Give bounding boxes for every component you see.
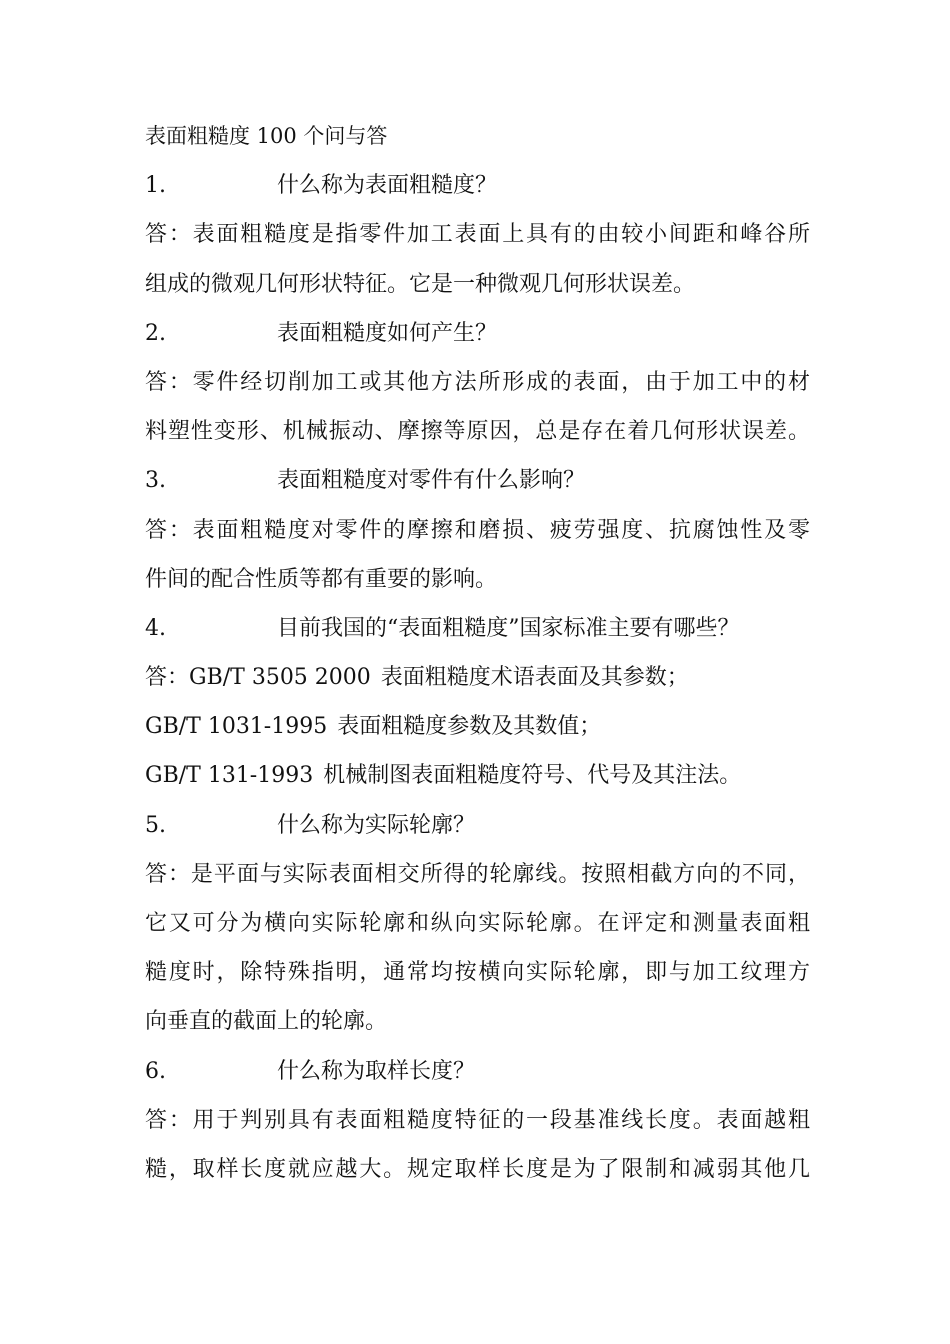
answer-line: 答：用于判别具有表面粗糙度特征的一段基准线长度。表面越粗 xyxy=(145,1107,810,1133)
answer-line: 向垂直的截面上的轮廓。 xyxy=(145,1009,388,1035)
question-number: 3. xyxy=(145,468,166,494)
standard-line xyxy=(145,702,810,751)
question-text: 什么称为实际轮廓？ xyxy=(277,812,476,838)
question-text: 表面粗糙度如何产生？ xyxy=(277,320,498,346)
answer-line: 料塑性变形、机械振动、摩擦等原因，总是存在着几何形状误差。 xyxy=(145,419,810,445)
question-text: 什么称为表面粗糙度？ xyxy=(277,173,498,199)
question-3 xyxy=(145,456,810,505)
standard-code: GB/T 131-1993 xyxy=(145,763,314,789)
question-number: 1. xyxy=(145,173,166,199)
answer-line: 件间的配合性质等都有重要的影响。 xyxy=(145,566,498,592)
answer-line: 答：零件经切削加工或其他方法所形成的表面，由于加工中的材 xyxy=(145,369,810,395)
standard-text: 表面粗糙度参数及其数值； xyxy=(337,714,602,740)
document-page xyxy=(145,112,810,1194)
standard-code: 答：GB/T 3505 2000 xyxy=(145,665,371,691)
question-6 xyxy=(145,1047,810,1096)
question-4 xyxy=(145,604,810,653)
question-text: 目前我国的“表面粗糙度”国家标准主要有哪些？ xyxy=(277,615,740,641)
standard-line xyxy=(145,751,810,800)
answer-line: 答：表面粗糙度是指零件加工表面上具有的由较小间距和峰谷所 xyxy=(145,222,810,248)
question-text: 什么称为取样长度？ xyxy=(277,1058,476,1084)
standard-line xyxy=(145,653,810,702)
answer-line: 答：表面粗糙度对零件的摩擦和磨损、疲劳强度、抗腐蚀性及零 xyxy=(145,517,810,543)
question-number: 6. xyxy=(145,1058,166,1084)
question-number: 2. xyxy=(145,320,166,346)
question-number: 5. xyxy=(145,812,166,838)
question-5 xyxy=(145,801,810,850)
answer-line: 答：是平面与实际表面相交所得的轮廓线。按照相截方向的不同， xyxy=(145,861,810,887)
answer-line: 它又可分为横向实际轮廓和纵向实际轮廓。在评定和测量表面粗 xyxy=(145,911,810,936)
answer-line: 糙，取样长度就应越大。规定取样长度是为了限制和减弱其他几 xyxy=(145,1156,810,1182)
standard-code: GB/T 1031-1995 xyxy=(145,714,328,740)
question-2 xyxy=(145,309,810,358)
standard-text: 表面粗糙度术语表面及其参数； xyxy=(380,665,689,691)
document-title: 表面粗糙度 100 个问与答 xyxy=(145,124,388,148)
question-text: 表面粗糙度对零件有什么影响？ xyxy=(277,468,586,494)
answer-line: 组成的微观几何形状特征。它是一种微观几何形状误差。 xyxy=(145,271,696,297)
standard-text: 机械制图表面粗糙度符号、代号及其注法。 xyxy=(323,763,742,789)
question-number: 4. xyxy=(145,615,166,641)
question-1 xyxy=(145,161,810,210)
answer-line: 糙度时，除特殊指明，通常均按横向实际轮廓，即与加工纹理方 xyxy=(145,960,810,986)
